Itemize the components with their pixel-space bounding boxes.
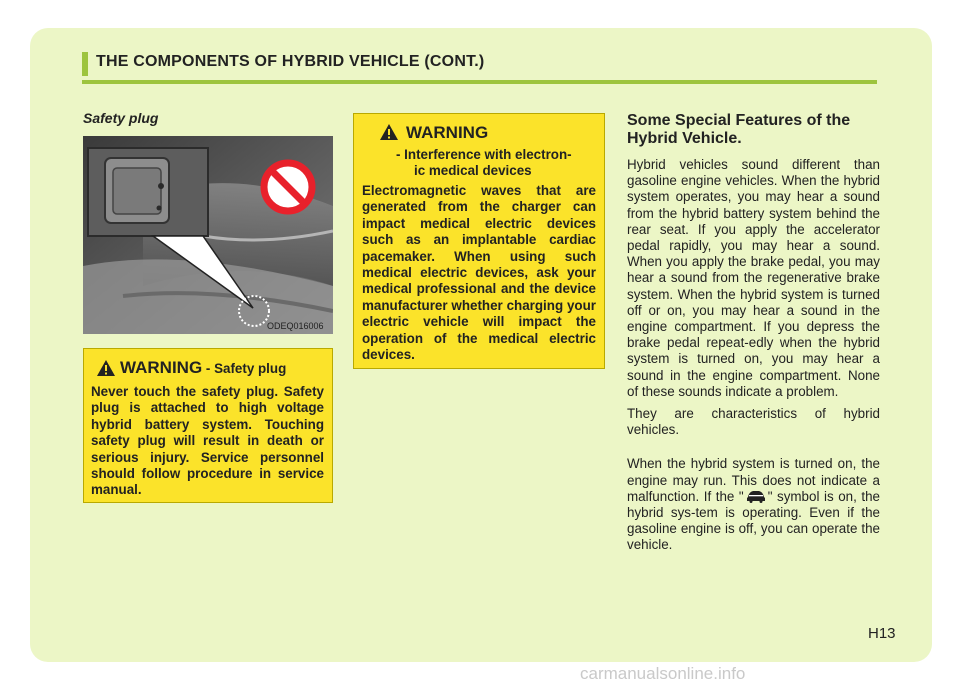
special-features-section — [627, 112, 880, 554]
prohibited-icon — [259, 158, 317, 216]
warning-title: WARNING — [406, 123, 489, 142]
section-title-safety-plug: Safety plug — [83, 110, 159, 126]
warning-subtitle: - Safety plug — [202, 361, 287, 376]
paragraph-engine-run-end: " symbol is on, the hybrid sys-tem is operating. Even if the gasoline engine is off, you can operate the vehicle. — [627, 488, 880, 553]
page-number: H13 — [868, 625, 896, 642]
warning-text-safety-plug: Never touch the safety plug. Safety plug is attached to high voltage hybrid battery system. Touching safety plug will result in death or serious injury. Service personnel should follow procedure in service manual. — [91, 384, 324, 498]
warning-item-line2: ic medical devices — [414, 163, 532, 178]
warning-title: WARNING — [120, 358, 203, 377]
watermark: carmanualsonline.info — [580, 664, 746, 683]
warning-box-safety-plug — [83, 348, 333, 503]
warning-text-medical-devices: Electromagnetic waves that are generated from the charger can impact medical electric devices such as an implantable cardiac pacemaker. When using such medical electric devices, ask your medical professional and the device manufacturer whether charging your electric vehicle will impact the operation of the medical electric devices. — [362, 183, 596, 363]
warning-triangle-icon — [96, 359, 116, 377]
hybrid-ready-car-icon — [745, 489, 767, 503]
photo-caption: ODEQ016006 — [267, 321, 324, 331]
paragraph-characteristics: They are characteristics of hybrid vehicles. — [627, 406, 880, 438]
header-rule — [82, 80, 877, 84]
paragraph-sounds: Hybrid vehicles sound different than gasoline engine vehicles. When the hybrid system operates, you may hear a sound from the hybrid battery system behind the rear seat. If you apply the accelerator pedal rapidly, you may hear a sound. When you apply the brake pedal, you may hear a sound from the regenerative brake system. When the hybrid system is turned off or on, you may hear a sound in the engine compartment. If you depress the brake pedal repeat-edly when the hybrid system is turned on, you may hear a sound in the engine compartment. None of these sounds indicate a problem. — [627, 157, 880, 399]
safety-plug-photo — [83, 136, 333, 334]
paragraph-engine-run — [627, 456, 880, 553]
paragraph-engine-run-start: When the hybrid system is turned on, the engine may run. This does not indicate a malfunction. If the " — [627, 456, 880, 504]
warning-triangle-icon — [379, 123, 399, 141]
warning-box-medical-devices — [353, 113, 605, 369]
special-features-title: Some Special Features of the Hybrid Vehicle. — [627, 112, 851, 147]
warning-item-line1: - Interference with electron- — [396, 147, 572, 162]
page-header-title: THE COMPONENTS OF HYBRID VEHICLE (CONT.) — [96, 53, 485, 70]
header-accent — [82, 52, 88, 76]
